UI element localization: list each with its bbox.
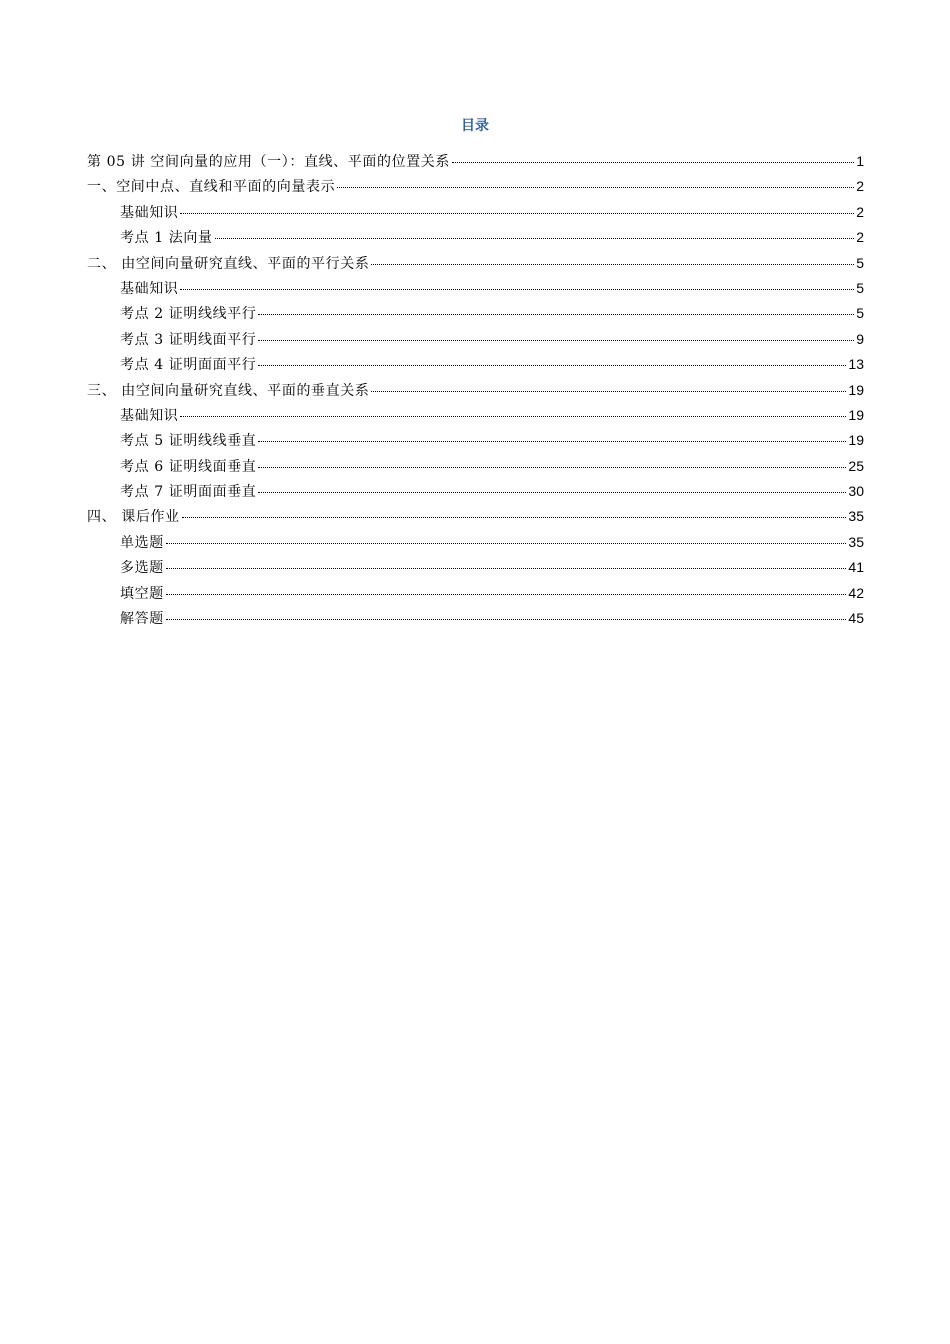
toc-entry[interactable]: [87, 354, 864, 379]
toc-entry-label[interactable]: 单选题: [120, 534, 164, 551]
toc-entry-label[interactable]: 考点 4 证明面面平行: [120, 357, 257, 374]
toc-entry-page-number[interactable]: 25: [848, 457, 864, 474]
toc-entry-label[interactable]: 一、空间中点、直线和平面的向量表示: [87, 179, 336, 196]
toc-dot-leader: [371, 391, 846, 392]
toc-entry-label[interactable]: 考点 6 证明线面垂直: [120, 458, 257, 475]
toc-dot-leader: [258, 467, 846, 468]
toc-entry[interactable]: [87, 405, 864, 430]
toc-entry[interactable]: [87, 253, 864, 278]
toc-dot-leader: [166, 568, 847, 569]
toc-entry-page-number[interactable]: 19: [848, 381, 864, 398]
toc-entry[interactable]: [87, 506, 864, 531]
toc-entry-label[interactable]: 四、 课后作业: [87, 509, 180, 526]
toc-entry[interactable]: [87, 303, 864, 328]
toc-dot-leader: [258, 340, 854, 341]
toc-entry-label[interactable]: 考点 2 证明线线平行: [120, 306, 257, 323]
toc-entry-page-number[interactable]: 35: [848, 533, 864, 550]
toc-entry[interactable]: [87, 176, 864, 201]
toc-entry-label[interactable]: 解答题: [120, 611, 164, 628]
toc-entry[interactable]: [87, 278, 864, 303]
toc-title: 目录: [461, 118, 489, 134]
toc-dot-leader: [371, 264, 854, 265]
toc-dot-leader: [166, 543, 847, 544]
toc-entry-label[interactable]: 第 05 讲 空间向量的应用（一）：直线、平面的位置关系: [87, 154, 450, 170]
toc-entry-label[interactable]: 基础知识: [120, 280, 179, 297]
toc-dot-leader: [258, 365, 846, 366]
toc-entry-page-number[interactable]: 19: [848, 432, 864, 449]
toc-entry-label[interactable]: 考点 7 证明面面垂直: [120, 484, 257, 501]
toc-dot-leader: [180, 213, 854, 214]
toc-entry[interactable]: [87, 557, 864, 582]
toc-entry-page-number[interactable]: 9: [856, 330, 864, 347]
toc-entry-page-number[interactable]: 35: [848, 508, 864, 525]
toc-entry-page-number[interactable]: 2: [856, 203, 864, 220]
toc-entry-page-number[interactable]: 5: [856, 305, 864, 322]
toc-entry-page-number[interactable]: 42: [848, 584, 864, 601]
toc-entry[interactable]: [87, 532, 864, 557]
toc-entry[interactable]: [87, 380, 864, 405]
toc-entry-page-number[interactable]: 45: [848, 610, 864, 627]
toc-entry[interactable]: [87, 151, 864, 176]
toc-entry-label[interactable]: 多选题: [120, 560, 164, 577]
toc-entry[interactable]: [87, 481, 864, 506]
toc-dot-leader: [180, 416, 846, 417]
toc-entry-label[interactable]: 考点 3 证明线面平行: [120, 331, 257, 348]
toc-entry-label[interactable]: 填空题: [120, 585, 164, 602]
toc-entry-page-number[interactable]: 30: [848, 483, 864, 500]
toc-entry-page-number[interactable]: 41: [848, 559, 864, 576]
toc-entry-page-number[interactable]: 13: [848, 356, 864, 373]
toc-entry-label[interactable]: 基础知识: [120, 407, 179, 424]
toc-entry-label[interactable]: 基础知识: [120, 204, 179, 221]
toc-entry[interactable]: [87, 329, 864, 354]
toc-entry-label[interactable]: 考点 5 证明线线垂直: [120, 433, 257, 450]
toc-entry[interactable]: [87, 583, 864, 608]
toc-entry-page-number[interactable]: 2: [856, 229, 864, 246]
toc-entry[interactable]: [87, 608, 864, 633]
toc-dot-leader: [215, 238, 855, 239]
toc-entry-label[interactable]: 二、 由空间向量研究直线、平面的平行关系: [87, 255, 370, 272]
toc-list: [87, 151, 864, 633]
toc-dot-leader: [166, 594, 847, 595]
toc-entry[interactable]: [87, 456, 864, 481]
toc-dot-leader: [452, 162, 854, 163]
toc-dot-leader: [182, 517, 847, 518]
toc-dot-leader: [258, 441, 846, 442]
toc-dot-leader: [258, 314, 854, 315]
toc-entry-page-number[interactable]: 1: [856, 153, 864, 169]
toc-entry[interactable]: [87, 430, 864, 455]
toc-entry-page-number[interactable]: 2: [856, 178, 864, 195]
toc-dot-leader: [337, 187, 854, 188]
toc-entry-label[interactable]: 考点 1 法向量: [120, 230, 213, 247]
toc-entry[interactable]: [87, 202, 864, 227]
toc-dot-leader: [166, 619, 847, 620]
toc-entry-label[interactable]: 三、 由空间向量研究直线、平面的垂直关系: [87, 382, 370, 399]
toc-entry-page-number[interactable]: 5: [856, 254, 864, 271]
toc-dot-leader: [180, 289, 854, 290]
toc-entry-page-number[interactable]: 19: [848, 406, 864, 423]
toc-entry-page-number[interactable]: 5: [856, 279, 864, 296]
toc-entry[interactable]: [87, 227, 864, 252]
toc-dot-leader: [258, 492, 846, 493]
